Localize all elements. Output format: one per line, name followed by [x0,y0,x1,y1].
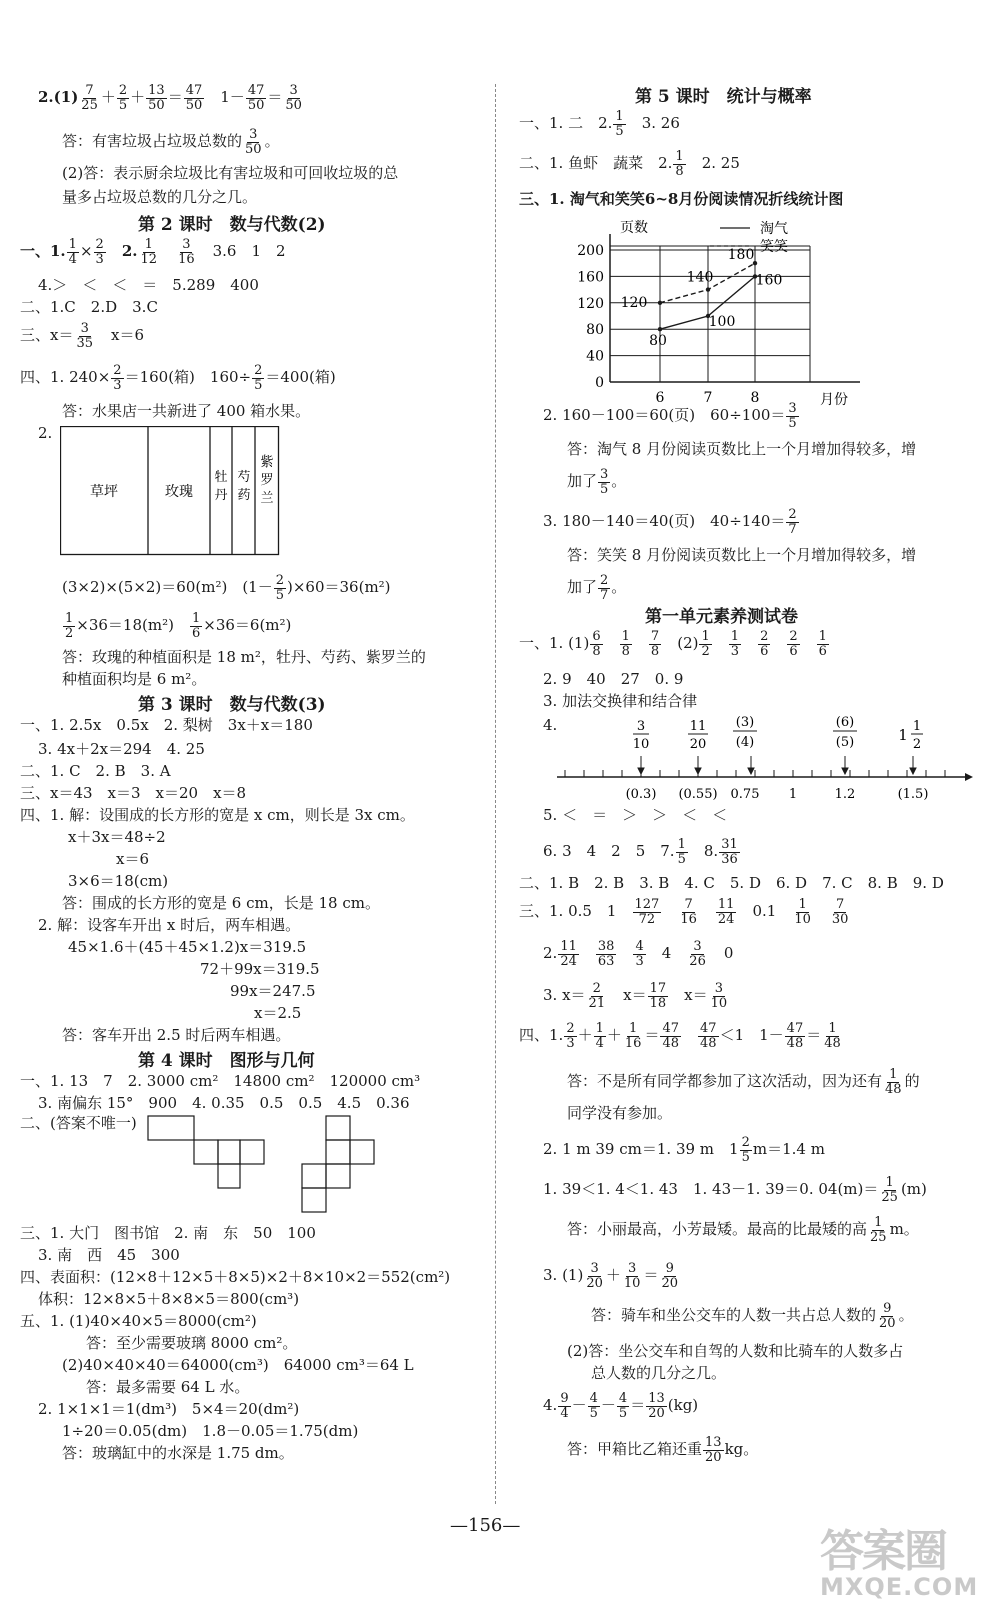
answer-line: 体积：12×8×5＋8×8×5＝800(cm³) [38,1290,300,1308]
answer-line: 答：最多需要 64 L 水。 [86,1378,250,1396]
answer-line: 3. 南偏东 15° 900 4. 0.35 0.5 0.5 4.5 0.36 [38,1094,410,1112]
y-axis-label: 页数 [620,220,648,236]
line-chart [565,214,865,410]
data-label: 80 [649,333,667,350]
answer-line: 答：甲箱比乙箱还重 $\frac{13}{20}$ kg。 [567,1435,759,1465]
arrow-label: (6) [835,715,855,730]
x-tick-label: 8 [750,390,760,406]
data-point [658,301,662,305]
answer-line: 三、1. 0.5 1 $\frac{127}{72}$ $\frac{7}{16}$ $\frac{11}{24}$ 0.1 $\frac{1}{10}$ $\frac{7}{30}$ [519,897,849,927]
arrow-label: 3 [636,719,646,734]
answer-line: (2)答：坐公交车和自驾的人数和比骑车的人数多占 [567,1342,904,1360]
page-number: —156— [450,1515,521,1536]
garden-label: 罗 [260,473,274,488]
answer-line: 三、x＝43 x＝3 x＝20 x＝8 [20,784,247,802]
answer-line: 二、(答案不唯一) [20,1114,137,1132]
answer-line: 4. $\frac{9}{4}$ － $\frac{4}{5}$ － $\frac{4}{5}$ ＝ $\frac{13}{20}$ (kg) [543,1391,699,1421]
answer-line: 1÷20＝0.05(dm) 1.8－0.05＝1.75(dm) [62,1422,359,1440]
answer-line: 总人数的几分之几。 [591,1364,727,1382]
answer-line: 4. [543,716,558,734]
answer-line: 同学没有参加。 [567,1104,673,1122]
column-divider [495,84,496,1504]
answer-line: 2. 解：设客车开出 x 时后，两车相遇。 [38,916,301,934]
answer-line: 答：有害垃圾占垃圾总数的 $\frac{3}{50}$ 。 [62,127,280,157]
answer-line: 72＋99x＝319.5 [200,960,320,978]
answer-line: 4.＞ ＜ ＜ ＝ 5.289 400 [38,276,259,294]
legend-label: 笑笑 [760,239,788,255]
answer-line: 答：水果店一共新进了 400 箱水果。 [62,402,311,420]
arrow-label: 1 [898,726,908,744]
answer-line: 三、x＝ $\frac{3}{35}$ x＝6 [20,321,145,351]
answer-line: 5. ＜ ＝ ＞ ＞ ＜ ＜ [543,806,728,824]
x-tick-label: 6 [655,390,665,406]
answer-line: 量多占垃圾总数的几分之几。 [62,188,258,206]
garden-label: 芍 [237,470,251,485]
answer-line: 四、1. $\frac{2}{3}$ ＋ $\frac{1}{4}$ ＋ $\frac{1}{16}$ ＝ $\frac{47}{48}$ $\frac{47}{48}$ ＜1 1－ $\frac{47}{48}$ ＝ $\frac{1}{48}$ [519,1021,841,1051]
data-label: 100 [708,314,736,330]
garden-label: 牡 [214,470,228,485]
tick-label: (0.3) [625,787,657,802]
tick-label: 1.2 [834,787,856,802]
answer-line: 四、表面积：(12×8＋12×5＋8×5)×2＋8×10×2＝552(cm²) [20,1268,451,1286]
arrow-label: 10 [632,737,650,752]
section-heading: 第 5 课时 统计与概率 [635,87,812,107]
tick-label: (1.5) [897,787,929,802]
answer-line: 3. (1) $\frac{3}{20}$ ＋ $\frac{3}{10}$ ＝ $\frac{9}{20}$ [543,1261,678,1291]
legend-label: 淘气 [760,221,788,237]
answer-line: 一、1. 二 2. $\frac{1}{5}$ 3. 26 [519,109,680,139]
data-label: 180 [727,247,755,264]
section-heading: 第一单元素养测试卷 [645,607,798,627]
watermark-logo: 答案圈 MXQE.COM [820,1526,979,1601]
data-label: 140 [686,269,714,286]
y-tick-label: 0 [595,375,604,391]
cube-net-diagrams [146,1114,386,1220]
answer-line: x＝6 [116,850,150,868]
arrow-label: 2 [912,737,922,752]
answer-line: 答：骑车和坐公交车的人数一共占总人数的 $\frac{9}{20}$ 。 [591,1301,914,1331]
answer-line: 45×1.6＋(45＋45×1.2)x＝319.5 [68,938,307,956]
data-point [658,327,662,331]
arrow-label: (3) [735,715,755,730]
answer-line: (2)答：表示厨余垃圾比有害垃圾和可回收垃圾的总 [62,164,399,182]
answer-line: (3×2)×(5×2)＝60(m²) (1－ $\frac{2}{5}$ )×60＝36(m²) [62,573,391,603]
answer-line: 2.(1) $\frac{7}{25}$ ＋ $\frac{2}{5}$ ＋ $\frac{13}{50}$ ＝ $\frac{47}{50}$ 1－ $\frac{47}{50}$ ＝ $\frac{3}{50}$ [38,83,302,113]
section-heading: 第 4 课时 图形与几何 [138,1051,315,1071]
answer-line: 三、1. 淘气和笑笑6~8月份阅读情况折线统计图 [519,190,844,208]
y-tick-label: 80 [586,322,604,339]
answer-line: 二、1. C 2. B 3. A [20,762,171,780]
y-tick-label: 200 [577,243,604,259]
number-line [555,712,975,804]
data-point [706,287,710,291]
answer-line: 一、1. 2.5x 0.5x 2. 梨树 3x＋x＝180 [20,716,313,734]
garden-label: 玫瑰 [165,484,193,500]
section-heading: 第 2 课时 数与代数(2) [138,215,326,235]
tick-label: (0.55) [678,787,718,802]
answer-line: 三、1. 大门 图书馆 2. 南 东 50 100 [20,1224,316,1242]
answer-line: 2. 1 m 39 cm＝1. 39 m 1 $\frac{2}{5}$ m＝1.4 m [543,1135,825,1165]
arrow-label: 20 [689,737,707,752]
y-tick-label: 160 [577,269,604,286]
answer-line: 二、1. 鱼虾 蔬菜 2. $\frac{1}{8}$ 2. 25 [519,149,740,179]
tick-label: 0.75 [730,787,760,802]
answer-line: 答：淘气 8 月份阅读页数比上一个月增加得较多，增 [567,440,917,458]
answer-line: 2. $\frac{11}{24}$ $\frac{38}{63}$ $\frac{4}{3}$ 4 $\frac{3}{26}$ 0 [543,939,734,969]
answer-line: 答：围成的长方形的宽是 6 cm，长是 18 cm。 [62,894,380,912]
answer-line: 3. 4x＋2x＝294 4. 25 [38,740,205,758]
answer-line: 种植面积均是 6 m²。 [62,670,207,688]
y-tick-label: 40 [586,348,604,365]
answer-line: 答：玻璃缸中的水深是 1.75 dm。 [62,1444,294,1462]
tick-label: 1 [788,787,798,802]
answer-line: $\frac{1}{2}$ ×36＝18(m²) $\frac{1}{6}$ ×36＝6(m²) [65,611,292,641]
answer-line: 四、1. 240× $\frac{2}{3}$ ＝160(箱) 160÷ $\frac{2}{5}$ ＝400(箱) [20,363,336,393]
answer-line: 1. 39＜1. 4＜1. 43 1. 43－1. 39＝0. 04(m)＝ $\frac{1}{25}$ (m) [543,1175,927,1205]
answer-line: 3. 南 西 45 300 [38,1246,180,1264]
answer-line: x＋3x＝48÷2 [68,828,166,846]
answer-line: 答：玫瑰的种植面积是 18 m²，牡丹、芍药、紫罗兰的 [62,648,426,666]
answer-line: x＝2.5 [254,1004,302,1022]
arrow-label: 1 [912,719,922,734]
answer-line: 二、1. B 2. B 3. B 4. C 5. D 6. D 7. C 8. B 9. D [519,874,944,892]
answer-line: 答：至少需要玻璃 8000 cm²。 [86,1334,298,1352]
answer-line: 2. 9 40 27 0. 9 [543,670,684,688]
answer-line: 加了 $\frac{3}{5}$ 。 [567,467,627,497]
answer-line: 3. 加法交换律和结合律 [543,692,698,710]
answer-line: 3. x＝ $\frac{2}{21}$ x＝ $\frac{17}{18}$ x＝ $\frac{3}{10}$ [543,981,728,1011]
arrow-label: (4) [735,735,755,750]
answer-line: 答：客车开出 2.5 时后两车相遇。 [62,1026,291,1044]
section-heading: 第 3 课时 数与代数(3) [138,695,326,715]
answer-line: 3. 180－140＝40(页) 40÷140＝ $\frac{2}{7}$ [543,507,797,537]
answer-line: 四、1. 解：设围成的长方形的宽是 x cm，则长是 3x cm。 [20,806,415,824]
answer-line: 一、1. (1) $\frac{6}{8}$ $\frac{1}{8}$ $\frac{7}{8}$ (2) $\frac{1}{2}$ $\frac{1}{3}$ $\frac{2}{6}$ $\frac{2}{6}$ $\frac{1}{6}$ [519,629,827,659]
answer-line: 答：小丽最高，小芳最矮。最高的比最矮的高 $\frac{1}{25}$ m。 [567,1215,919,1245]
answer-line: (2)40×40×40＝64000(cm³) 64000 cm³＝64 L [62,1356,414,1374]
answer-line: 五、1. (1)40×40×5＝8000(cm²) [20,1312,257,1330]
arrow-label: (5) [835,735,855,750]
garden-label: 草坪 [90,484,118,500]
answer-line: 一、1. 13 7 2. 3000 cm² 14800 cm² 120000 cm³ [20,1072,421,1090]
garden-label: 丹 [214,488,228,503]
x-tick-label: 7 [703,390,713,406]
y-tick-label: 120 [577,295,604,312]
data-label: 160 [755,272,783,289]
answer-line: 2. 1×1×1＝1(dm³) 5×4＝20(dm²) [38,1400,300,1418]
answer-line: 二、1.C 2.D 3.C [20,298,158,316]
garden-diagram [60,426,280,556]
garden-label: 紫 [260,455,274,470]
answer-line: 6. 3 4 2 5 7. $\frac{1}{5}$ 8. $\frac{31}{36}$ [543,837,738,867]
garden-label: 药 [237,488,251,503]
answer-line: 加了 $\frac{2}{7}$ 。 [567,573,627,603]
garden-label: 兰 [260,491,274,506]
answer-line: 2. [38,424,53,442]
arrow-label: 11 [689,719,707,734]
answer-line: 答：不是所有同学都参加了这次活动，因为还有 $\frac{1}{48}$ 的 [567,1067,920,1097]
answer-line: 3×6＝18(cm) [68,872,169,890]
answer-line: 答：笑笑 8 月份阅读页数比上一个月增加得较多，增 [567,546,917,564]
data-label: 120 [620,294,648,311]
x-axis-label: 月份 [820,392,848,408]
answer-line: 99x＝247.5 [230,982,316,1000]
answer-line: 一、1. $\frac{1}{4}$ × $\frac{2}{3}$ 2. $\frac{1}{12}$ $\frac{3}{16}$ 3.6 1 2 [20,237,286,267]
answer-line: 2. 160－100＝60(页) 60÷100＝ $\frac{3}{5}$ [543,401,797,431]
